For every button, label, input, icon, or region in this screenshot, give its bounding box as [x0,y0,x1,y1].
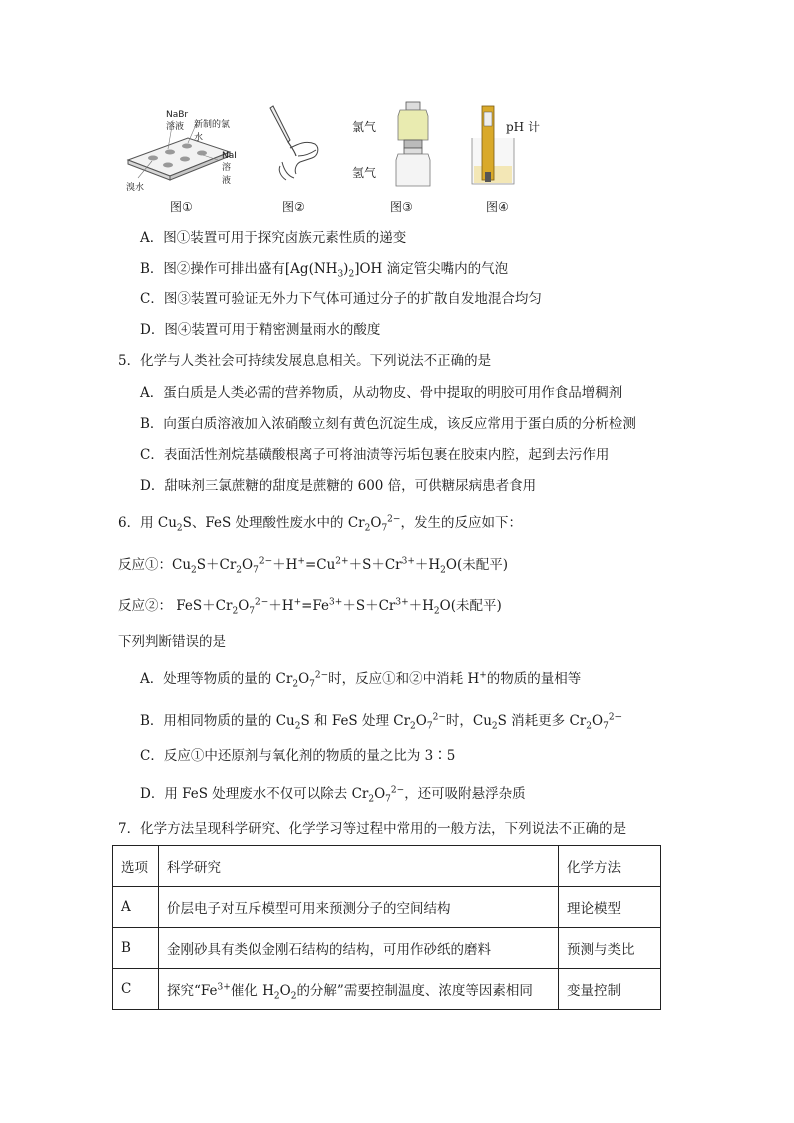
header-option: 选项 [113,846,159,887]
q7-table [112,845,661,1010]
q6-reaction-2: 反应②： $FeS+Cr_2O_7^{2-}+H^+=Fe^{3+}+S+Cr^{3+}+H_2O$(未配平) [118,597,502,617]
q5-option-d: D．甜味剂三氯蔗糖的甜度是蔗糖的 600 倍，可供糖尿病患者食用 [140,478,537,494]
q4-option-b: B．图②操作可排出盛有$[Ag(NH_3)_2]OH$ 滴定管尖嘴内的气泡 [140,261,509,280]
q6-judge: 下列判断错误的是 [118,634,226,650]
ph-meter-illustration [468,100,528,195]
row-b-research: 金刚砂具有类似金刚石结构的结构，可用作砂纸的磨料 [159,928,559,969]
figure-2-caption: 图② [282,200,305,214]
q4-option-c: C．图③装置可验证无外力下气体可通过分子的扩散自发地混合均匀 [140,291,542,307]
q6-option-b: B．用相同物质的量的 $Cu_2S$ 和 FeS 处理 $Cr_2O_7^{2-}$时，$Cu_2S$ 消耗更多 $Cr_2O_7^{2-}$ [140,712,623,732]
figure-row [118,100,558,215]
row-c-method: 变量控制 [559,969,661,1010]
burette-tip-illustration [260,100,335,195]
fig1-nabr-label: NaBr [166,110,189,120]
q5-option-b: B．向蛋白质溶液加入浓硝酸立刻有黄色沉淀生成，该反应常用于蛋白质的分析检测 [140,416,636,432]
row-c-option: C [113,969,159,1010]
table-header-row [113,846,661,887]
row-a-option: A [113,887,159,928]
q6-stem: 6．用 $Cu_2S$、FeS 处理酸性废水中的 $Cr_2O_7^{2-}$，发生的反应如下： [118,514,522,534]
row-b-method: 预测与类比 [559,928,661,969]
figure-1 [118,100,238,215]
fig1-nabr-solution-label: 溶液 [166,122,185,132]
table-row [113,969,661,1010]
figure-4 [468,100,563,215]
header-research: 科学研究 [159,846,559,887]
gas-bottles-illustration [384,100,444,195]
figure-2 [260,100,335,215]
row-a-research: 价层电子对互斥模型可用来预测分子的空间结构 [159,887,559,928]
figure-3-caption: 图③ [390,200,413,214]
q6-option-c: C．反应①中还原剂与氧化剂的物质的量之比为 3∶5 [140,748,456,764]
fig1-nai-label: NaI [222,151,237,161]
row-a-method: 理论模型 [559,887,661,928]
hydrogen-label: 氢气 [352,166,377,180]
q6-option-d: D．用 FeS 处理废水不仅可以除去 $Cr_2O_7^{2-}$，还可吸附悬浮杂质 [140,785,526,805]
q6-option-a: A．处理等物质的量的 $Cr_2O_7^{2-}$时，反应①和②中消耗 H+的物质的量相等 [140,670,582,690]
q5-stem: 5．化学与人类社会可持续发展息息相关。下列说法不正确的是 [118,353,492,369]
fig1-bromine-water-label: 溴水 [126,183,145,193]
fig1-chlorine-water-label: 新制的氯水 [194,120,231,143]
header-method: 化学方法 [559,846,661,887]
q6-reaction-1: 反应①：$Cu_2S+Cr_2O_7^{2-}+H^+=Cu^{2+}+S+Cr^{3+}+H_2O$(未配平) [118,556,509,576]
row-c-research: 探究“$Fe^{3+}$催化 $H_2O_2$的分解”需要控制温度、浓度等因素相同 [159,969,559,1010]
ph-meter-label: pH 计 [506,120,540,134]
q4-option-d: D．图④装置可用于精密测量雨水的酸度 [140,322,381,338]
chlorine-label: 氯气 [352,120,377,134]
row-b-option: B [113,928,159,969]
q7-stem: 7．化学方法呈现科学研究、化学学习等过程中常用的一般方法，下列说法不正确的是 [118,821,627,837]
table-row [113,928,661,969]
q5-option-a: A．蛋白质是人类必需的营养物质，从动物皮、骨中提取的明胶可用作食品增稠剂 [140,385,623,401]
q4-option-a: A．图①装置可用于探究卤族元素性质的递变 [140,230,407,246]
q5-option-c: C．表面活性剂烷基磺酸根离子可将油渍等污垢包裹在胶束内腔，起到去污作用 [140,447,610,463]
figure-4-caption: 图④ [486,200,509,214]
figure-3 [350,100,450,215]
figure-1-caption: 图① [170,200,193,214]
fig1-nai-solution-label: 溶液 [222,163,232,186]
table-row [113,887,661,928]
